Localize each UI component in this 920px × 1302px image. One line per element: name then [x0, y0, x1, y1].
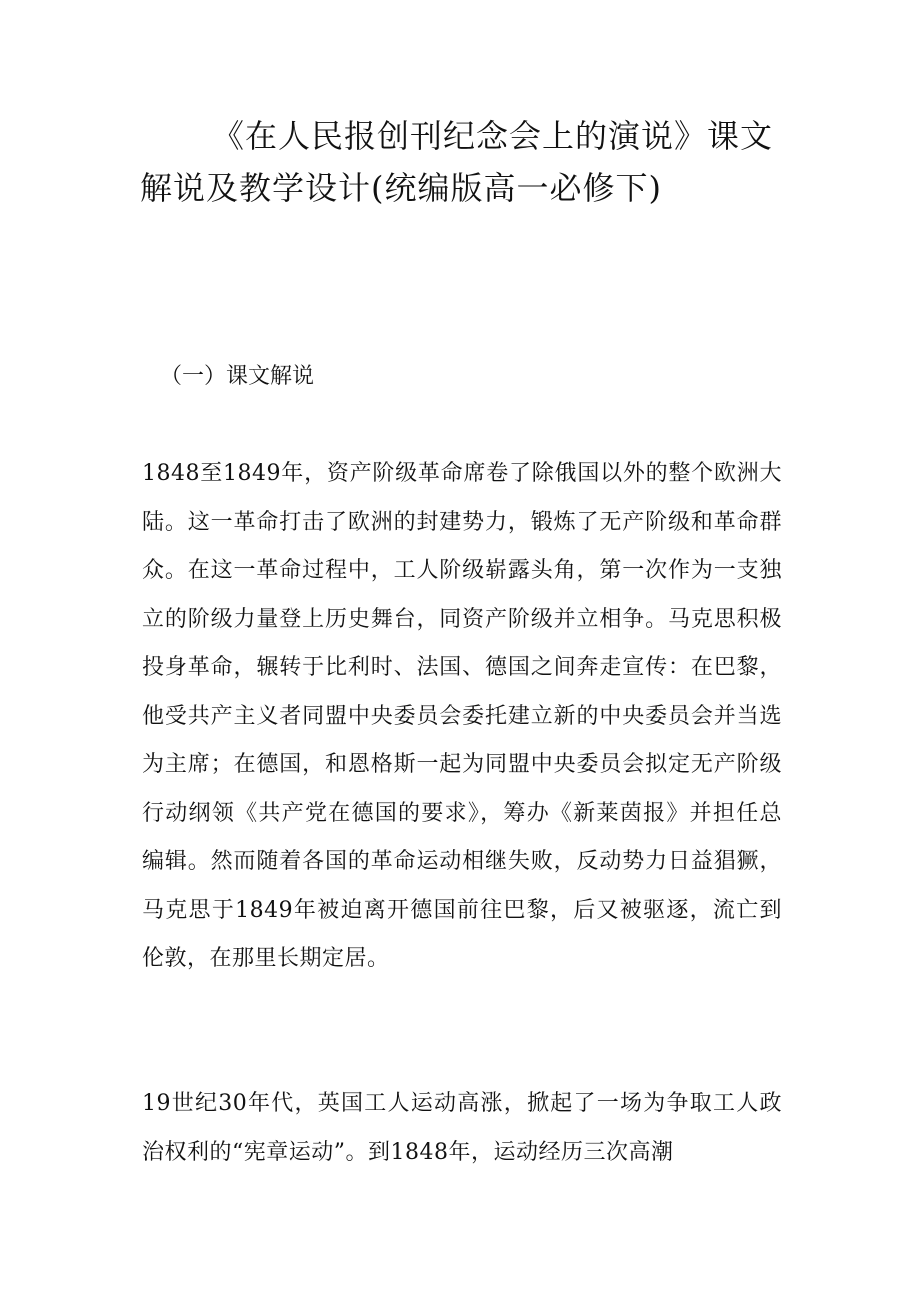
body-paragraph: 19世纪30年代，英国工人运动高涨，掀起了一场为争取工人政治权利的“宪章运动”。到1848年，运动经历三次高潮: [142, 1091, 782, 1165]
document-title: 《在人民报创刊纪念会上的演说》课文解说及教学设计(统编版高一必修下): [140, 117, 774, 207]
section-heading: （一）课文解说: [160, 364, 315, 389]
body-paragraph: 1848至1849年，资产阶级革命席卷了除俄国以外的整个欧洲大陆。这一革命打击了欧洲的封建势力，锻炼了无产阶级和革命群众。在这一革命过程中，工人阶级崭露头角，第一次作为一支独立的阶级力量登上历史舞台，同资产阶级并立相争。马克思积极投身革命，辗转于比利时、法国、德国之间奔走宣传：在巴黎，他受共产主义者同盟中央委员会委托建立新的中央委员会并当选为主席；在德国，和恩格斯一起为同盟中央委员会拟定无产阶级行动纲领《共产党在德国的要求》，筹办《新莱茵报》并担任总编辑。然而随着各国的革命运动相继失败，反动势力日益猖獗，马克思于1849年被迫离开德国前往巴黎，后又被驱逐，流亡到伦敦，在那里长期定居。: [142, 461, 782, 971]
